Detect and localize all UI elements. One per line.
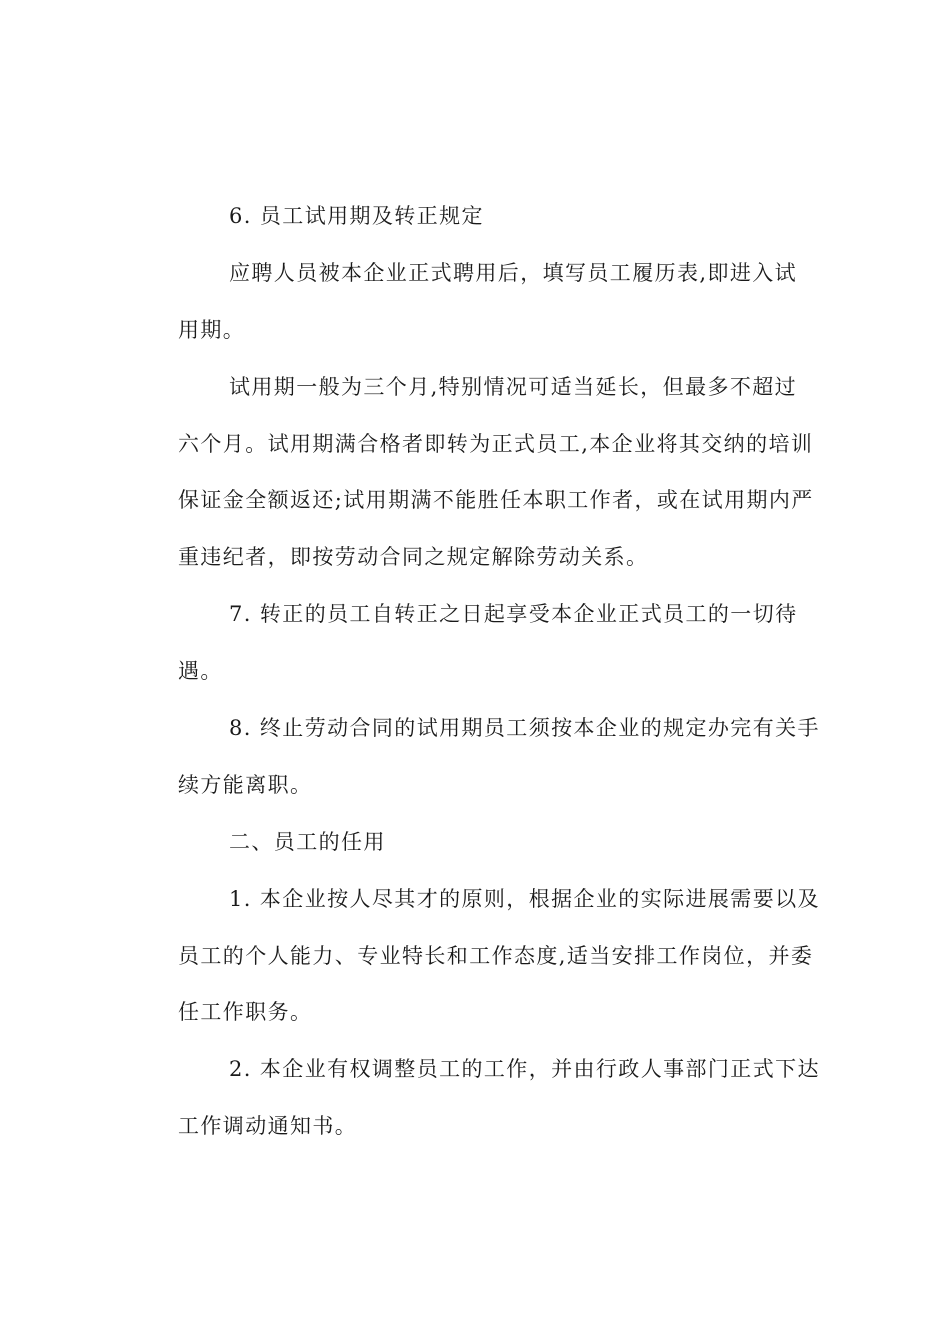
paragraph-line: 六个月。试用期满合格者即转为正式员工,本企业将其交纳的培训: [178, 432, 814, 456]
paragraph-line: 重违纪者，即按劳动合同之规定解除劳动关系。: [178, 545, 649, 569]
paragraph-line: 员工的个人能力、专业特长和工作态度,适当安排工作岗位，并委: [178, 944, 814, 968]
paragraph-line: 7. 转正的员工自转正之日起享受本企业正式员工的一切待: [229, 602, 798, 626]
paragraph-line: 用期。: [178, 318, 246, 342]
paragraph-line: 保证金全额返还;试用期满不能胜任本职工作者，或在试用期内严: [178, 488, 814, 512]
paragraph-line: 遇。: [178, 659, 223, 683]
paragraph-line: 应聘人员被本企业正式聘用后，填写员工履历表,即进入试: [229, 261, 798, 285]
section-heading-appointment: 二、员工的任用: [229, 830, 386, 854]
paragraph-line: 试用期一般为三个月,特别情况可适当延长，但最多不超过: [229, 375, 798, 399]
paragraph-line: 续方能离职。: [178, 773, 313, 797]
paragraph-line: 2. 本企业有权调整员工的工作，并由行政人事部门正式下达: [229, 1057, 820, 1081]
section-heading-probation: 6. 员工试用期及转正规定: [229, 204, 484, 228]
paragraph-line: 8. 终止劳动合同的试用期员工须按本企业的规定办完有关手: [229, 716, 820, 740]
paragraph-line: 任工作职务。: [178, 1000, 313, 1024]
paragraph-line: 工作调动通知书。: [178, 1114, 358, 1138]
paragraph-line: 1. 本企业按人尽其才的原则，根据企业的实际进展需要以及: [229, 887, 820, 911]
